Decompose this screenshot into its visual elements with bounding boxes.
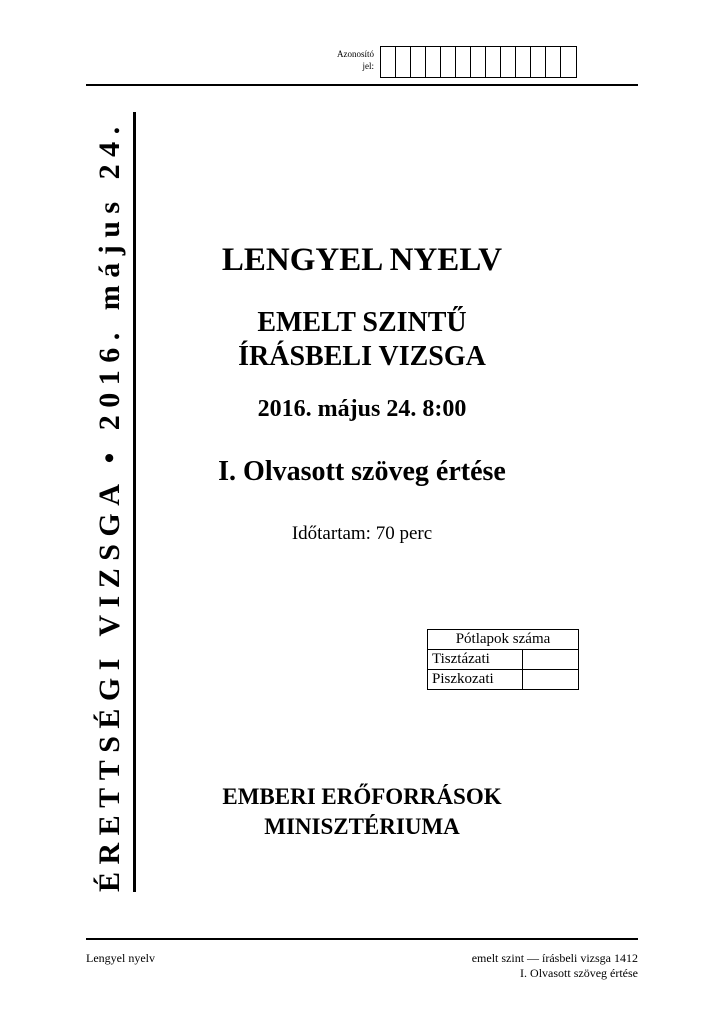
extra-sheets-row-label: Tisztázati: [428, 650, 523, 670]
identifier-box[interactable]: [411, 47, 426, 77]
footer-exam-info-line1: emelt szint — írásbeli vizsga 1412: [471, 951, 638, 965]
extra-sheets-table: [427, 629, 579, 690]
ministry-line1: EMBERI ERŐFORRÁSOK: [222, 784, 502, 809]
bottom-divider: [86, 938, 638, 940]
identifier-box[interactable]: [471, 47, 486, 77]
identifier-box[interactable]: [396, 47, 411, 77]
identifier-box[interactable]: [501, 47, 516, 77]
ministry-name: [140, 782, 584, 842]
identifier-box[interactable]: [561, 47, 576, 77]
exam-level-line2: ÍRÁSBELI VIZSGA: [238, 341, 486, 372]
footer-subject: Lengyel nyelv: [86, 951, 155, 965]
top-divider: [86, 84, 638, 86]
extra-sheets-row-value[interactable]: [523, 650, 579, 670]
extra-sheets-row-value[interactable]: [523, 670, 579, 690]
exam-level-line1: EMELT SZINTŰ: [257, 307, 467, 338]
extra-sheets-header: Pótlapok száma: [428, 630, 579, 650]
exam-level: [140, 306, 584, 374]
extra-sheets-row-label: Piszkozati: [428, 670, 523, 690]
table-row: [428, 670, 579, 690]
exam-date-time: 2016. május 24. 8:00: [257, 396, 467, 422]
identifier-label: [318, 48, 374, 72]
identifier-box[interactable]: [441, 47, 456, 77]
identifier-box[interactable]: [546, 47, 561, 77]
exam-duration: Időtartam: 70 perc: [291, 523, 433, 544]
identifier-box[interactable]: [516, 47, 531, 77]
identifier-boxes[interactable]: [380, 46, 577, 78]
identifier-box[interactable]: [531, 47, 546, 77]
ministry-line2: MINISZTÉRIUMA: [264, 814, 460, 839]
identifier-label-line1: Azonosító: [337, 49, 374, 59]
footer-exam-info-line2: I. Olvasott szöveg értése: [520, 966, 638, 980]
side-banner: ÉRETTSÉGI VIZSGA • 2016. május 24.: [90, 112, 136, 892]
footer-exam-info: [472, 951, 638, 981]
identifier-label-line2: jel:: [362, 61, 374, 71]
identifier-box[interactable]: [381, 47, 396, 77]
identifier-box[interactable]: [486, 47, 501, 77]
exam-part-title: I. Olvasott szöveg értése: [218, 456, 506, 487]
identifier-box[interactable]: [456, 47, 471, 77]
identifier-box[interactable]: [426, 47, 441, 77]
subject-title: LENGYEL NYELV: [221, 242, 503, 278]
table-row: [428, 650, 579, 670]
